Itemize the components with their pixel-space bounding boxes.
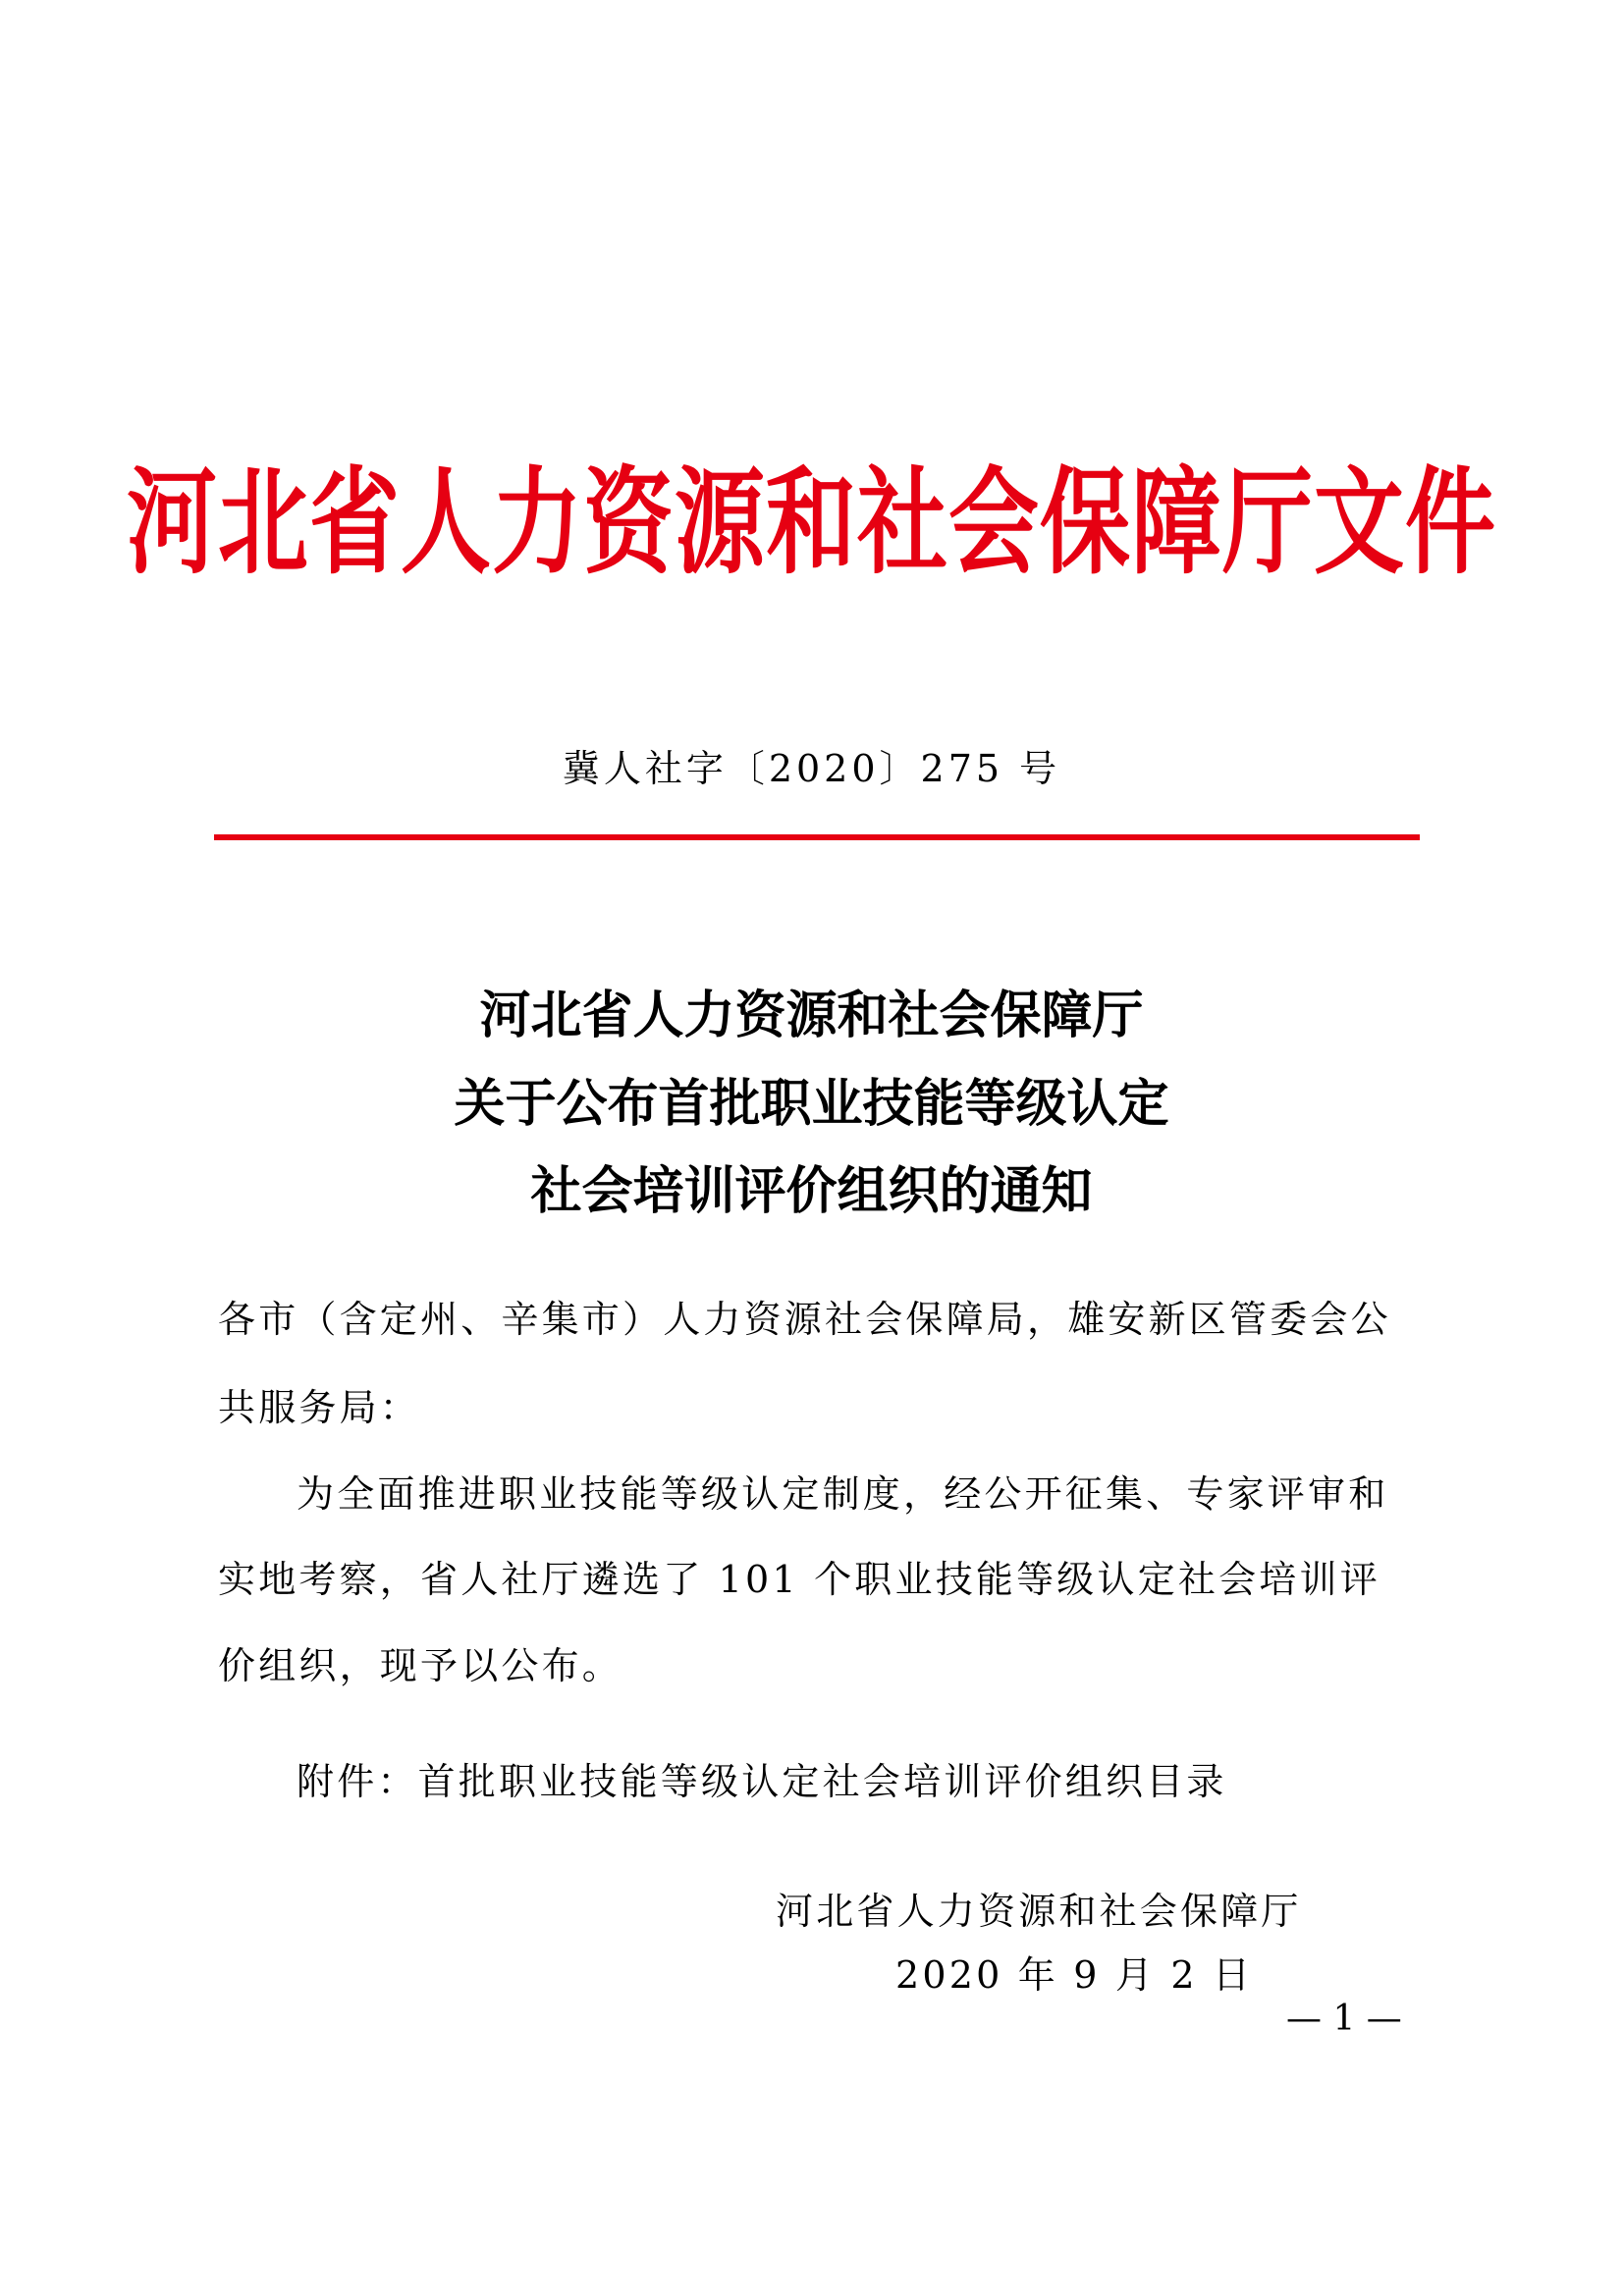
attachment-line: 附件：首批职业技能等级认定社会培训评价组织目录 — [297, 1760, 1227, 1803]
issue-date: 2020 年 9 月 2 日 — [895, 1953, 1254, 1997]
notice-title-line-1: 河北省人力资源和社会保障厅 — [479, 986, 1144, 1045]
notice-title-line-3: 社会培训评价组织的通知 — [530, 1161, 1093, 1221]
body-paragraph-line-1: 为全面推进职业技能等级认定制度，经公开征集、专家评审和 — [297, 1472, 1389, 1516]
issuer-signature: 河北省人力资源和社会保障厅 — [776, 1890, 1302, 1933]
red-divider-line — [214, 834, 1420, 840]
document-number: 冀人社字〔2020〕275 号 — [562, 747, 1061, 790]
page-number: — 1 — — [1286, 1999, 1402, 2039]
body-paragraph-line-3: 价组织，现予以公布。 — [218, 1644, 623, 1687]
document-header-title: 河北省人力资源和社会保障厅文件 — [126, 454, 1496, 590]
notice-title-line-2: 关于公布首批职业技能等级认定 — [454, 1074, 1169, 1134]
recipients-line-1: 各市（含定州、辛集市）人力资源社会保障局，雄安新区管委会公 — [218, 1298, 1391, 1341]
recipients-line-2: 共服务局： — [218, 1386, 421, 1429]
body-paragraph-line-2: 实地考察，省人社厅遴选了 101 个职业技能等级认定社会培训评 — [218, 1558, 1380, 1601]
